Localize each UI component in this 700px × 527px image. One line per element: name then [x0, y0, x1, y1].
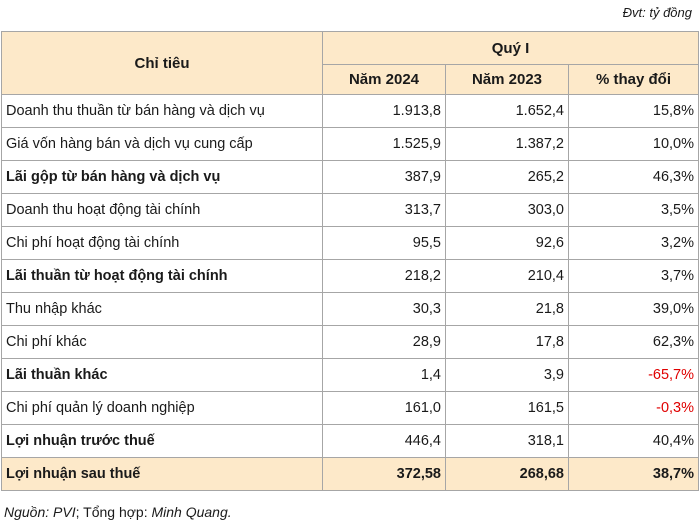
percent-change: 3,7%: [569, 260, 699, 293]
source-name: PVI: [53, 504, 76, 520]
source-author: Minh Quang.: [151, 504, 232, 520]
percent-change: -0,3%: [569, 392, 699, 425]
row-label: Doanh thu thuần từ bán hàng và dịch vụ: [2, 95, 323, 128]
row-label: Thu nhập khác: [2, 293, 323, 326]
value-2023: 1.387,2: [446, 128, 569, 161]
percent-change: 3,2%: [569, 227, 699, 260]
source-mid: ; Tổng hợp:: [75, 504, 152, 520]
financial-table: [1, 31, 699, 491]
table-row: [2, 326, 699, 359]
value-2023: 318,1: [446, 425, 569, 458]
value-2024: 1.525,9: [323, 128, 446, 161]
value-2024: 161,0: [323, 392, 446, 425]
percent-change: 3,5%: [569, 194, 699, 227]
value-2024: 30,3: [323, 293, 446, 326]
value-2023: 1.652,4: [446, 95, 569, 128]
table-row: [2, 392, 699, 425]
percent-change: 40,4%: [569, 425, 699, 458]
row-label: Chi phí hoạt động tài chính: [2, 227, 323, 260]
table-row: [2, 425, 699, 458]
percent-change: 46,3%: [569, 161, 699, 194]
row-label: Chi phí khác: [2, 326, 323, 359]
source-note: [4, 504, 232, 520]
header-year-2023: Năm 2023: [446, 65, 569, 95]
row-label: Lãi thuần từ hoạt động tài chính: [2, 260, 323, 293]
table-row: [2, 161, 699, 194]
value-2023: 161,5: [446, 392, 569, 425]
value-2024: 218,2: [323, 260, 446, 293]
table-row: [2, 458, 699, 491]
table-row: [2, 95, 699, 128]
row-label: Lãi thuần khác: [2, 359, 323, 392]
table-row: [2, 359, 699, 392]
value-2024: 28,9: [323, 326, 446, 359]
percent-change: 10,0%: [569, 128, 699, 161]
row-label: Giá vốn hàng bán và dịch vụ cung cấp: [2, 128, 323, 161]
value-2024: 446,4: [323, 425, 446, 458]
row-label: Lợi nhuận sau thuế: [2, 458, 323, 491]
header-indicator: Chỉ tiêu: [2, 32, 323, 95]
value-2024: 1,4: [323, 359, 446, 392]
row-label: Lãi gộp từ bán hàng và dịch vụ: [2, 161, 323, 194]
value-2024: 372,58: [323, 458, 446, 491]
header-year-2024: Năm 2024: [323, 65, 446, 95]
table-row: [2, 128, 699, 161]
percent-change: -65,7%: [569, 359, 699, 392]
header-quarter: Quý I: [323, 32, 699, 65]
percent-change: 15,8%: [569, 95, 699, 128]
header-percent-change: % thay đổi: [569, 65, 699, 95]
percent-change: 39,0%: [569, 293, 699, 326]
value-2024: 387,9: [323, 161, 446, 194]
value-2024: 1.913,8: [323, 95, 446, 128]
value-2023: 303,0: [446, 194, 569, 227]
value-2024: 95,5: [323, 227, 446, 260]
table-row: [2, 260, 699, 293]
value-2023: 21,8: [446, 293, 569, 326]
unit-note: Đvt: tỷ đồng: [622, 5, 692, 20]
row-label: Chi phí quản lý doanh nghiệp: [2, 392, 323, 425]
value-2023: 268,68: [446, 458, 569, 491]
table-row: [2, 293, 699, 326]
source-prefix: Nguồn:: [4, 504, 54, 520]
value-2024: 313,7: [323, 194, 446, 227]
value-2023: 17,8: [446, 326, 569, 359]
value-2023: 3,9: [446, 359, 569, 392]
percent-change: 38,7%: [569, 458, 699, 491]
value-2023: 92,6: [446, 227, 569, 260]
percent-change: 62,3%: [569, 326, 699, 359]
table-row: [2, 227, 699, 260]
value-2023: 210,4: [446, 260, 569, 293]
row-label: Doanh thu hoạt động tài chính: [2, 194, 323, 227]
table-row: [2, 194, 699, 227]
row-label: Lợi nhuận trước thuế: [2, 425, 323, 458]
value-2023: 265,2: [446, 161, 569, 194]
